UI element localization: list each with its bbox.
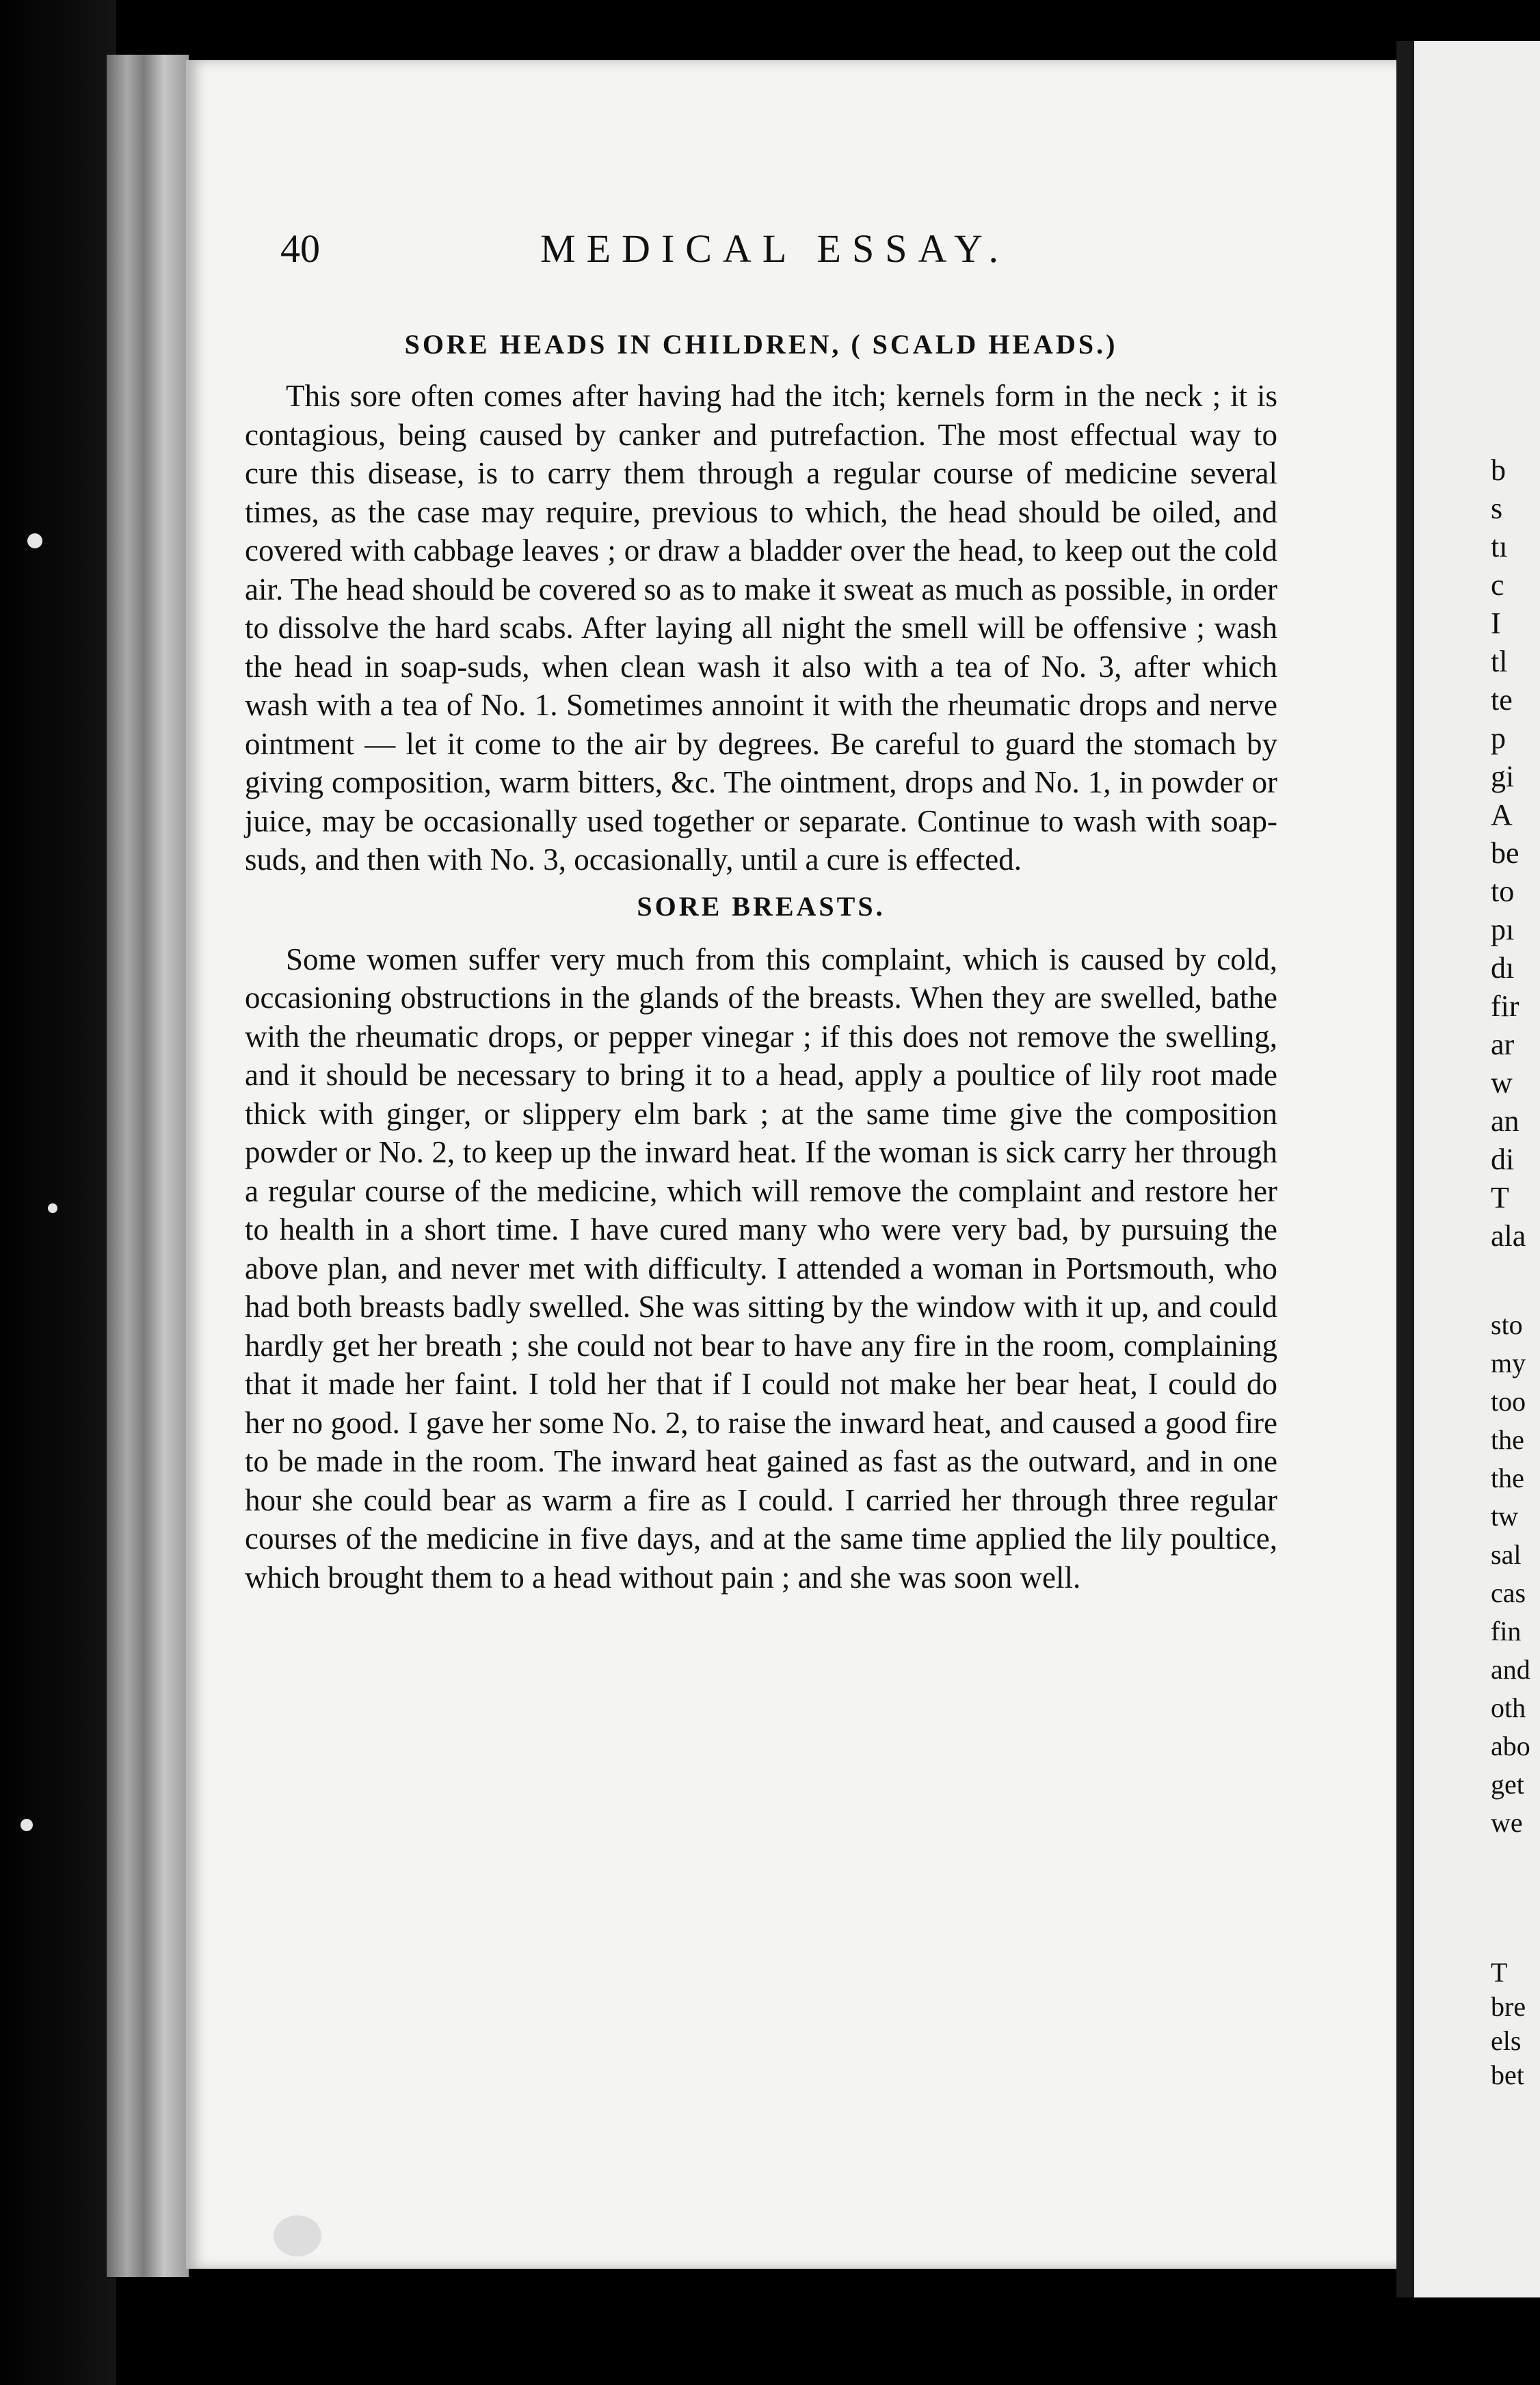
film-speck bbox=[274, 2215, 321, 2256]
fragment: sal bbox=[1491, 1539, 1522, 1570]
fragment: tı bbox=[1491, 530, 1508, 563]
fragment: fir bbox=[1491, 989, 1519, 1023]
fragment: p bbox=[1491, 721, 1506, 755]
fragment: A bbox=[1491, 798, 1513, 831]
fragment: abo bbox=[1491, 1731, 1530, 1761]
fragment: I bbox=[1491, 607, 1501, 640]
fragment: the bbox=[1491, 1424, 1524, 1455]
fragment: oth bbox=[1491, 1692, 1526, 1723]
fragment: bet bbox=[1491, 2060, 1524, 2090]
fragment: and bbox=[1491, 1654, 1530, 1685]
fragment: an bbox=[1491, 1104, 1519, 1138]
fragment: tw bbox=[1491, 1501, 1518, 1532]
fragment: we bbox=[1491, 1807, 1523, 1838]
section-heading-sore-breasts: SORE BREASTS. bbox=[637, 890, 886, 922]
fragment: ar bbox=[1491, 1028, 1515, 1061]
fragment: too bbox=[1491, 1386, 1526, 1417]
facing-page-fragments-1 bbox=[1491, 451, 1540, 1255]
fragment: s bbox=[1491, 492, 1503, 525]
film-border bbox=[0, 0, 116, 2385]
fragment: sto bbox=[1491, 1309, 1523, 1340]
fragment: my bbox=[1491, 1348, 1526, 1378]
page-edge bbox=[107, 55, 189, 2277]
fragment: bre bbox=[1491, 1991, 1526, 2022]
fragment: tl bbox=[1491, 645, 1508, 678]
film-speck bbox=[21, 1819, 33, 1831]
facing-page-fragments-3 bbox=[1491, 1956, 1540, 2092]
fragment: dı bbox=[1491, 951, 1515, 985]
fragment: ala bbox=[1491, 1219, 1526, 1253]
section-body-sore-heads: This sore often comes after having had the itch; kernels form in the neck ; it is contagious, being caused by canker and putrefaction. The most effectual way to cure this disease, is to carry them through a regular course of medicine several times, as the case may require, previous to which, the head should be oiled, and covered with cabbage leaves ; or draw a bladder over the head, to keep out the cold air. The head should be covered so as to make it sweat as much as possible, in order to dissolve the hard scabs. After laying all night the smell will be offensive ; wash the head in soap-suds, when clean wash it also with a tea of No. 3, after which wash with a tea of No. 1. Sometimes annoint it with the rheumatic drops and nerve ointment — let it come to the air by degrees. Be careful to guard the stomach by giving composition, warm bitters, &c. The ointment, drops and No. 1, in powder or juice, may be occasionally used together or separate. Continue to wash with soap-suds, and then with No. 3, occasionally, until a cure is effected. bbox=[245, 379, 1277, 877]
fragment: els bbox=[1491, 2025, 1522, 2056]
fragment: get bbox=[1491, 1769, 1524, 1800]
fragment: gi bbox=[1491, 760, 1515, 793]
fragment: T bbox=[1491, 1957, 1508, 1988]
fragment: fin bbox=[1491, 1616, 1522, 1647]
fragment: T bbox=[1491, 1181, 1509, 1214]
fragment: c bbox=[1491, 568, 1504, 602]
section-body-sore-breasts: Some women suffer very much from this complaint, which is caused by cold, occasioning obstructions in the glands of the breasts. When they are swelled, bathe with the rheumatic drops, or pepper vinegar ; if this does not remove the swelling, and it should be necessary to bring it to a head, apply a poultice of lily root made thick with ginger, or slippery elm bark ; at the same time give the composition powder or No. 2, to keep up the inward heat. If the woman is sick carry her through a regular course of the medicine, which will remove the complaint and restore her to health in a short time. I have cured many who were very bad, by pursuing the above plan, and never met with difficulty. I attended a woman in Portsmouth, who had both breasts badly swelled. She was sitting by the window with it up, and could hardly get her breath ; she could not bear to have any fire in the room, complaining that it made her faint. I told her that if I could not make her bear heat, I could do her no good. I gave her some No. 2, to raise the inward heat, and caused a good fire to be made in the room. The inward heat gained as fast as the outward, and in one hour she could bear as warm a fire as I could. I carried her through three regular courses of the medicine in five days, and at the same time applied the lily poultice, which brought them to a head without pain ; and she was soon well. bbox=[245, 942, 1277, 1595]
fragment: the bbox=[1491, 1463, 1524, 1493]
fragment: w bbox=[1491, 1066, 1513, 1100]
fragment: pı bbox=[1491, 913, 1515, 946]
fragment: cas bbox=[1491, 1577, 1526, 1608]
facing-page-fragments-2 bbox=[1491, 1306, 1540, 1842]
fragment: di bbox=[1491, 1143, 1515, 1176]
section-heading-sore-heads: SORE HEADS IN CHILDREN, ( SCALD HEADS.) bbox=[404, 329, 1118, 360]
page-number: 40 bbox=[280, 226, 320, 271]
book-gutter bbox=[1396, 41, 1414, 2297]
running-head bbox=[267, 226, 1265, 280]
page-text bbox=[245, 328, 1277, 1597]
fragment: be bbox=[1491, 836, 1519, 870]
film-speck bbox=[48, 1203, 57, 1213]
film-speck bbox=[27, 533, 42, 548]
fragment: b bbox=[1491, 453, 1506, 487]
fragment: te bbox=[1491, 683, 1513, 717]
fragment: to bbox=[1491, 875, 1515, 908]
running-title: MEDICAL ESSAY. bbox=[540, 226, 1009, 271]
